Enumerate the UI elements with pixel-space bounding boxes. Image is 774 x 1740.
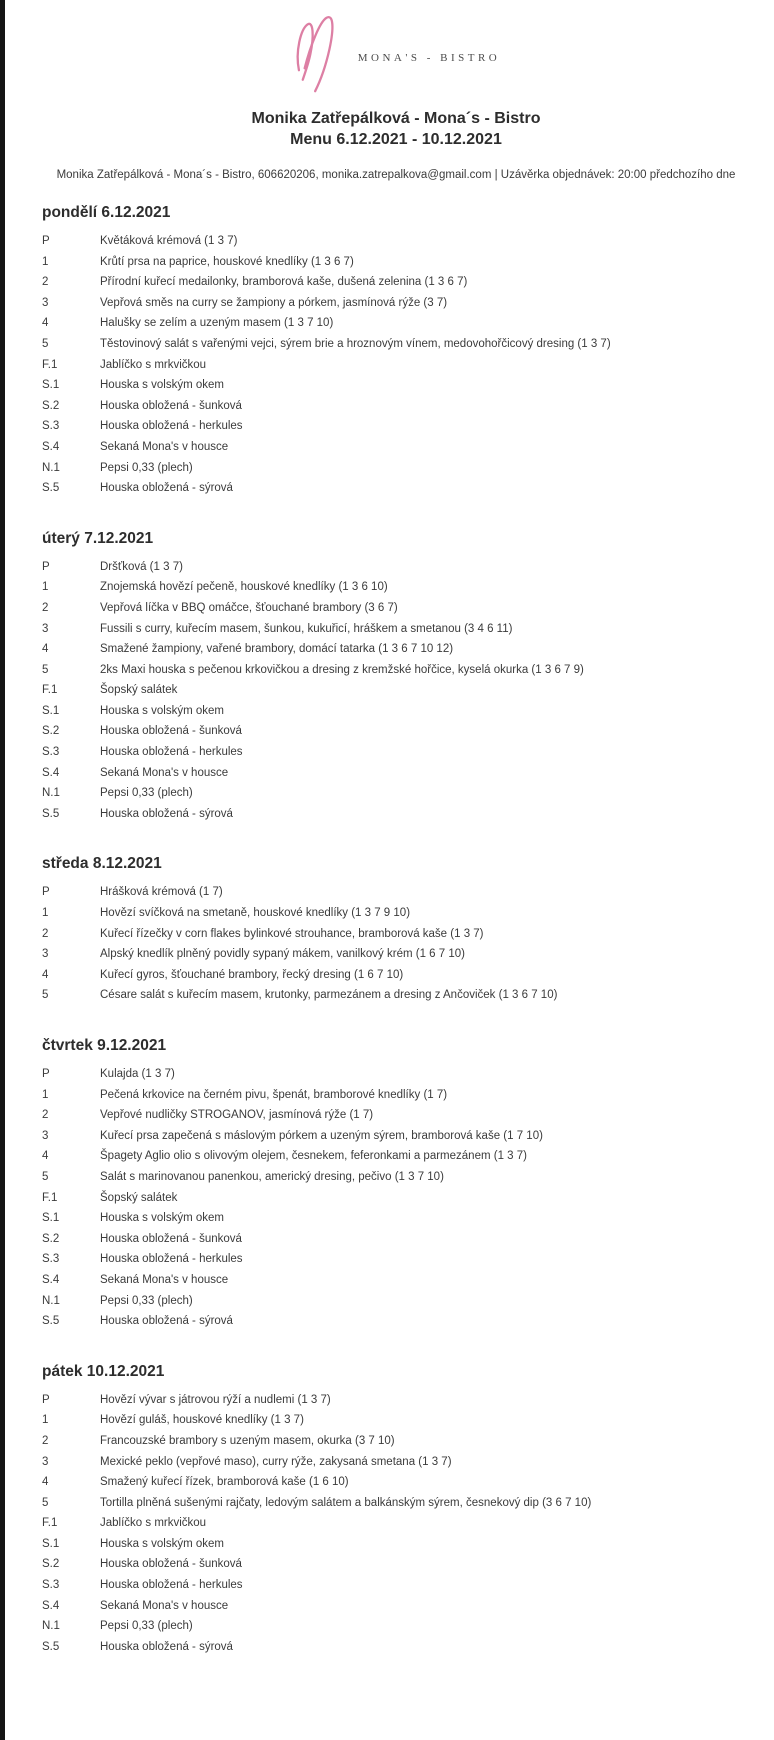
day-items <box>42 1390 750 1658</box>
menu-item-description: Sekaná Mona's v housce <box>100 766 229 779</box>
menu-item-description: Houska s volským okem <box>100 379 224 392</box>
menu-item-description: Fussili s curry, kuřecím masem, šunkou, kukuřicí, hráškem a smetanou (3 4 6 11) <box>100 622 513 635</box>
menu-item-row <box>42 1575 750 1596</box>
menu-item-description: Houska obložená - šunková <box>100 725 242 738</box>
menu-item-description: Vepřová líčka v BBQ omáčce, šťouchané brambory (3 6 7) <box>100 601 398 614</box>
menu-item-code: S.4 <box>42 1599 60 1612</box>
menu-item-description: Houska obložená - herkules <box>100 746 243 759</box>
day-items <box>42 1064 750 1332</box>
menu-item-description: Houska obložená - sýrová <box>100 482 233 495</box>
menu-item-description: Houska obložená - šunková <box>100 1232 242 1245</box>
menu-item-code: P <box>42 560 50 573</box>
menu-item-row <box>42 639 750 660</box>
menu-item-description: Houska obložená - šunková <box>100 399 242 412</box>
day-section <box>42 855 750 1006</box>
menu-item-code: 3 <box>42 1455 49 1468</box>
menu-item-row <box>42 1431 750 1452</box>
menu-item-code: 1 <box>42 581 49 594</box>
menu-item-code: N.1 <box>42 787 60 800</box>
menu-item-description: Pepsi 0,33 (plech) <box>100 461 193 474</box>
menu-item-code: 1 <box>42 255 49 268</box>
menu-item-description: Houska s volským okem <box>100 1212 224 1225</box>
menu-item-code: 5 <box>42 989 49 1002</box>
menu-item-row <box>42 1410 750 1431</box>
menu-item-code: S.3 <box>42 420 60 433</box>
menu-item-code: S.5 <box>42 1640 60 1653</box>
menu-item-row <box>42 1249 750 1270</box>
menu-item-code: F.1 <box>42 358 58 371</box>
menu-item-code: N.1 <box>42 1294 60 1307</box>
menu-item-description: Květáková krémová (1 3 7) <box>100 235 238 247</box>
menu-item-code: P <box>42 886 50 899</box>
menu-item-description: Těstovinový salát s vařenými vejci, sýrem brie a hroznovým vínem, medovohořčicový dresing (1 3 7) <box>100 337 611 350</box>
menu-item-row <box>42 1126 750 1147</box>
day-section <box>42 530 750 825</box>
day-items <box>42 882 750 1006</box>
menu-item-code: 4 <box>42 643 49 656</box>
menu-item-row <box>42 660 750 681</box>
menu-item-row <box>42 804 750 825</box>
menu-item-code: 5 <box>42 1496 49 1509</box>
day-section <box>42 204 750 499</box>
menu-item-code: S.1 <box>42 1212 60 1225</box>
menu-item-description: Hovězí svíčková na smetaně, houskové knedlíky (1 3 7 9 10) <box>100 907 411 920</box>
menu-item-row <box>42 1270 750 1291</box>
menu-item-row <box>42 1229 750 1250</box>
menu-item-code: 1 <box>42 907 49 920</box>
menu-item-description: Kuřecí řízečky v corn flakes bylinkové strouhance, bramborová kaše (1 3 7) <box>100 927 484 940</box>
menu-item-description: Tortilla plněná sušenými rajčaty, ledovým salátem a balkánským sýrem, česnekový dip (3 6 7 10) <box>100 1496 592 1509</box>
menu-item-row <box>42 293 750 314</box>
menu-item-row <box>42 1534 750 1555</box>
menu-item-code: S.3 <box>42 1579 60 1592</box>
menu-item-row <box>42 1311 750 1332</box>
menu-item-code: N.1 <box>42 461 60 474</box>
menu-item-code: S.4 <box>42 766 60 779</box>
menu-item-row <box>42 577 750 598</box>
menu-item-description: Houska obložená - sýrová <box>100 1640 233 1653</box>
menu-item-description: Pepsi 0,33 (plech) <box>100 787 193 800</box>
menu-item-description: Houska s volským okem <box>100 1537 224 1550</box>
menu-item-row <box>42 437 750 458</box>
menu-item-code: S.3 <box>42 746 60 759</box>
menu-item-row <box>42 882 750 903</box>
menu-item-code: F.1 <box>42 1191 58 1204</box>
menu-item-row <box>42 416 750 437</box>
day-heading: úterý 7.12.2021 <box>42 529 154 547</box>
menu-item-description: Sekaná Mona's v housce <box>100 1273 229 1286</box>
menu-item-code: 4 <box>42 317 49 330</box>
menu-item-row <box>42 1390 750 1411</box>
menu-item-row <box>42 1452 750 1473</box>
menu-item-row <box>42 1105 750 1126</box>
day-heading: středa 8.12.2021 <box>42 855 162 873</box>
menu-item-description: 2ks Maxi houska s pečenou krkovičkou a dresing z kremžské hořčice, kyselá okurka (1 3 6 7 9) <box>100 663 584 676</box>
menu-item-description: Jablíčko s mrkvičkou <box>100 358 207 371</box>
menu-item-description: Alpský knedlík plněný povidly sypaný mákem, vanilkový krém (1 6 7 10) <box>100 948 465 961</box>
menu-item-description: Pepsi 0,33 (plech) <box>100 1294 193 1307</box>
monogram-m-icon <box>292 13 344 95</box>
menu-item-code: 4 <box>42 968 49 981</box>
menu-item-row <box>42 1291 750 1312</box>
menu-item-code: 5 <box>42 337 49 350</box>
menu-item-row <box>42 252 750 273</box>
menu-item-code: P <box>42 1393 50 1406</box>
menu-item-description: Pepsi 0,33 (plech) <box>100 1620 193 1633</box>
menu-item-code: 3 <box>42 948 49 961</box>
day-items <box>42 557 750 825</box>
menu-item-row <box>42 1064 750 1085</box>
menu-item-description: Dršťková (1 3 7) <box>100 560 183 573</box>
menu-item-code: 2 <box>42 601 49 614</box>
menu-item-description: Houska obložená - sýrová <box>100 1315 233 1328</box>
menu-item-description: Hrášková krémová (1 7) <box>100 886 223 899</box>
menu-item-code: 5 <box>42 1170 49 1183</box>
menu-item-row <box>42 478 750 499</box>
menu-item-code: S.1 <box>42 379 60 392</box>
menu-item-row <box>42 1167 750 1188</box>
menu-item-code: S.2 <box>42 725 60 738</box>
menu-item-row <box>42 763 750 784</box>
menu-item-code: S.1 <box>42 704 60 717</box>
menu-item-code: 2 <box>42 1434 49 1447</box>
contact-info: Monika Zatřepálková - Mona´s - Bistro, 606620206, monika.zatrepalkova@gmail.com | Uzávěrka objednávek: 20:00 předchozího dne <box>56 169 736 181</box>
menu-item-code: 3 <box>42 1129 49 1142</box>
menu-item-row <box>42 334 750 355</box>
menu-item-description: Jablíčko s mrkvičkou <box>100 1517 207 1530</box>
day-section <box>42 1363 750 1658</box>
menu-item-description: Césare salát s kuřecím masem, krutonky, parmezánem a dresing z Ančoviček (1 3 6 7 10) <box>100 989 558 1002</box>
menu-item-code: S.5 <box>42 482 60 495</box>
menu-item-code: S.2 <box>42 1558 60 1571</box>
menu-item-row <box>42 1085 750 1106</box>
menu-item-code: F.1 <box>42 684 58 697</box>
window-left-edge <box>0 0 5 1740</box>
menu-item-description: Šopský salátek <box>100 1191 178 1204</box>
menu-item-description: Halušky se zelím a uzeným masem (1 3 7 10) <box>100 317 334 330</box>
menu-item-code: 4 <box>42 1476 49 1489</box>
menu-item-code: F.1 <box>42 1517 58 1530</box>
menu-item-description: Francouzské brambory s uzeným masem, okurka (3 7 10) <box>100 1434 395 1447</box>
menu-item-description: Smažený kuřecí řízek, bramborová kaše (1 6 10) <box>100 1476 349 1489</box>
menu-item-code: N.1 <box>42 1620 60 1633</box>
menu-item-code: S.5 <box>42 1315 60 1328</box>
menu-item-code: 3 <box>42 296 49 309</box>
day-section <box>42 1037 750 1332</box>
menu-item-row <box>42 701 750 722</box>
menu-item-description: Hovězí guláš, houskové knedlíky (1 3 7) <box>100 1414 304 1427</box>
menu-item-row <box>42 1637 750 1658</box>
menu-item-row <box>42 231 750 252</box>
menu-item-row <box>42 619 750 640</box>
menu-item-description: Vepřová směs na curry se žampiony a pórkem, jasmínová rýže (3 7) <box>100 296 448 309</box>
menu-item-description: Mexické peklo (vepřové maso), curry rýže, zakysaná smetana (1 3 7) <box>100 1455 452 1468</box>
menu-item-row <box>42 903 750 924</box>
menu-item-code: 5 <box>42 663 49 676</box>
menu-item-row <box>42 1208 750 1229</box>
menu-item-description: Kuřecí prsa zapečená s máslovým pórkem a uzeným sýrem, bramborová kaše (1 7 10) <box>100 1129 543 1142</box>
day-items <box>42 231 750 499</box>
menu-days <box>42 204 750 1657</box>
menu-item-row <box>42 965 750 986</box>
menu-item-row <box>42 1513 750 1534</box>
menu-item-row <box>42 1596 750 1617</box>
menu-item-row <box>42 783 750 804</box>
menu-item-row <box>42 1472 750 1493</box>
menu-item-code: 2 <box>42 1109 49 1122</box>
menu-item-description: Houska s volským okem <box>100 704 224 717</box>
menu-item-row <box>42 1554 750 1575</box>
menu-item-row <box>42 1146 750 1167</box>
menu-item-description: Houska obložená - herkules <box>100 1579 243 1592</box>
menu-item-code: 4 <box>42 1150 49 1163</box>
menu-item-description: Pečená krkovice na černém pivu, špenát, bramborové knedlíky (1 7) <box>100 1088 448 1101</box>
page-title: Monika Zatřepálková - Mona´s - Bistro <box>251 110 541 127</box>
menu-item-row <box>42 742 750 763</box>
menu-item-code: 3 <box>42 622 49 635</box>
menu-item-row <box>42 680 750 701</box>
menu-item-description: Smažené žampiony, vařené brambory, domácí tatarka (1 3 6 7 10 12) <box>100 643 454 656</box>
menu-item-description: Přírodní kuřecí medailonky, bramborová kaše, dušená zelenina (1 3 6 7) <box>100 276 468 289</box>
menu-item-code: S.4 <box>42 440 60 453</box>
day-heading: pondělí 6.12.2021 <box>42 204 171 221</box>
menu-item-row <box>42 375 750 396</box>
menu-item-row <box>42 355 750 376</box>
menu-item-description: Špagety Aglio olio s olivovým olejem, česnekem, feferonkami a parmezánem (1 3 7) <box>100 1150 527 1163</box>
menu-item-row <box>42 944 750 965</box>
menu-item-row <box>42 313 750 334</box>
menu-item-code: 2 <box>42 276 49 289</box>
menu-item-row <box>42 1493 750 1514</box>
menu-item-code: P <box>42 235 50 247</box>
logo <box>42 12 750 96</box>
menu-item-code: 1 <box>42 1088 49 1101</box>
menu-item-description: Kuřecí gyros, šťouchané brambory, řecký dresing (1 6 7 10) <box>100 968 404 981</box>
menu-item-description: Houska obložená - šunková <box>100 1558 242 1571</box>
day-heading: čtvrtek 9.12.2021 <box>42 1037 167 1054</box>
menu-item-description: Krůtí prsa na paprice, houskové knedlíky (1 3 6 7) <box>100 255 354 268</box>
menu-item-row <box>42 985 750 1006</box>
menu-date-range: Menu 6.12.2021 - 10.12.2021 <box>290 131 502 148</box>
menu-item-row <box>42 458 750 479</box>
menu-item-code: 2 <box>42 927 49 940</box>
menu-item-row <box>42 1616 750 1637</box>
menu-item-row <box>42 272 750 293</box>
menu-item-description: Houska obložená - herkules <box>100 1253 243 1266</box>
menu-item-description: Šopský salátek <box>100 684 178 697</box>
menu-item-description: Sekaná Mona's v housce <box>100 440 229 453</box>
menu-item-code: S.4 <box>42 1273 60 1286</box>
menu-item-description: Sekaná Mona's v housce <box>100 1599 229 1612</box>
menu-item-description: Houska obložená - herkules <box>100 420 243 433</box>
menu-item-description: Vepřové nudličky STROGANOV, jasmínová rýže (1 7) <box>100 1109 374 1122</box>
menu-item-row <box>42 396 750 417</box>
menu-item-code: S.2 <box>42 1232 60 1245</box>
menu-item-code: P <box>42 1068 50 1080</box>
menu-item-code: 1 <box>42 1414 49 1427</box>
menu-item-description: Houska obložená - sýrová <box>100 807 233 820</box>
day-heading: pátek 10.12.2021 <box>42 1362 165 1380</box>
menu-item-code: S.1 <box>42 1537 60 1550</box>
menu-item-row <box>42 924 750 945</box>
menu-item-description: Hovězí vývar s játrovou rýží a nudlemi (1 3 7) <box>100 1393 331 1406</box>
menu-item-row <box>42 721 750 742</box>
menu-item-code: S.5 <box>42 807 60 820</box>
menu-item-code: S.2 <box>42 399 60 412</box>
menu-item-description: Salát s marinovanou panenkou, americký dresing, pečivo (1 3 7 10) <box>100 1170 444 1183</box>
menu-item-code: S.3 <box>42 1253 60 1266</box>
menu-item-description: Kulajda (1 3 7) <box>100 1068 175 1080</box>
menu-item-description: Znojemská hovězí pečeně, houskové knedlíky (1 3 6 10) <box>100 581 388 594</box>
menu-item-row <box>42 598 750 619</box>
menu-item-row <box>42 1188 750 1209</box>
menu-item-row <box>42 557 750 578</box>
brand-name: MONA'S - BISTRO <box>357 52 501 64</box>
